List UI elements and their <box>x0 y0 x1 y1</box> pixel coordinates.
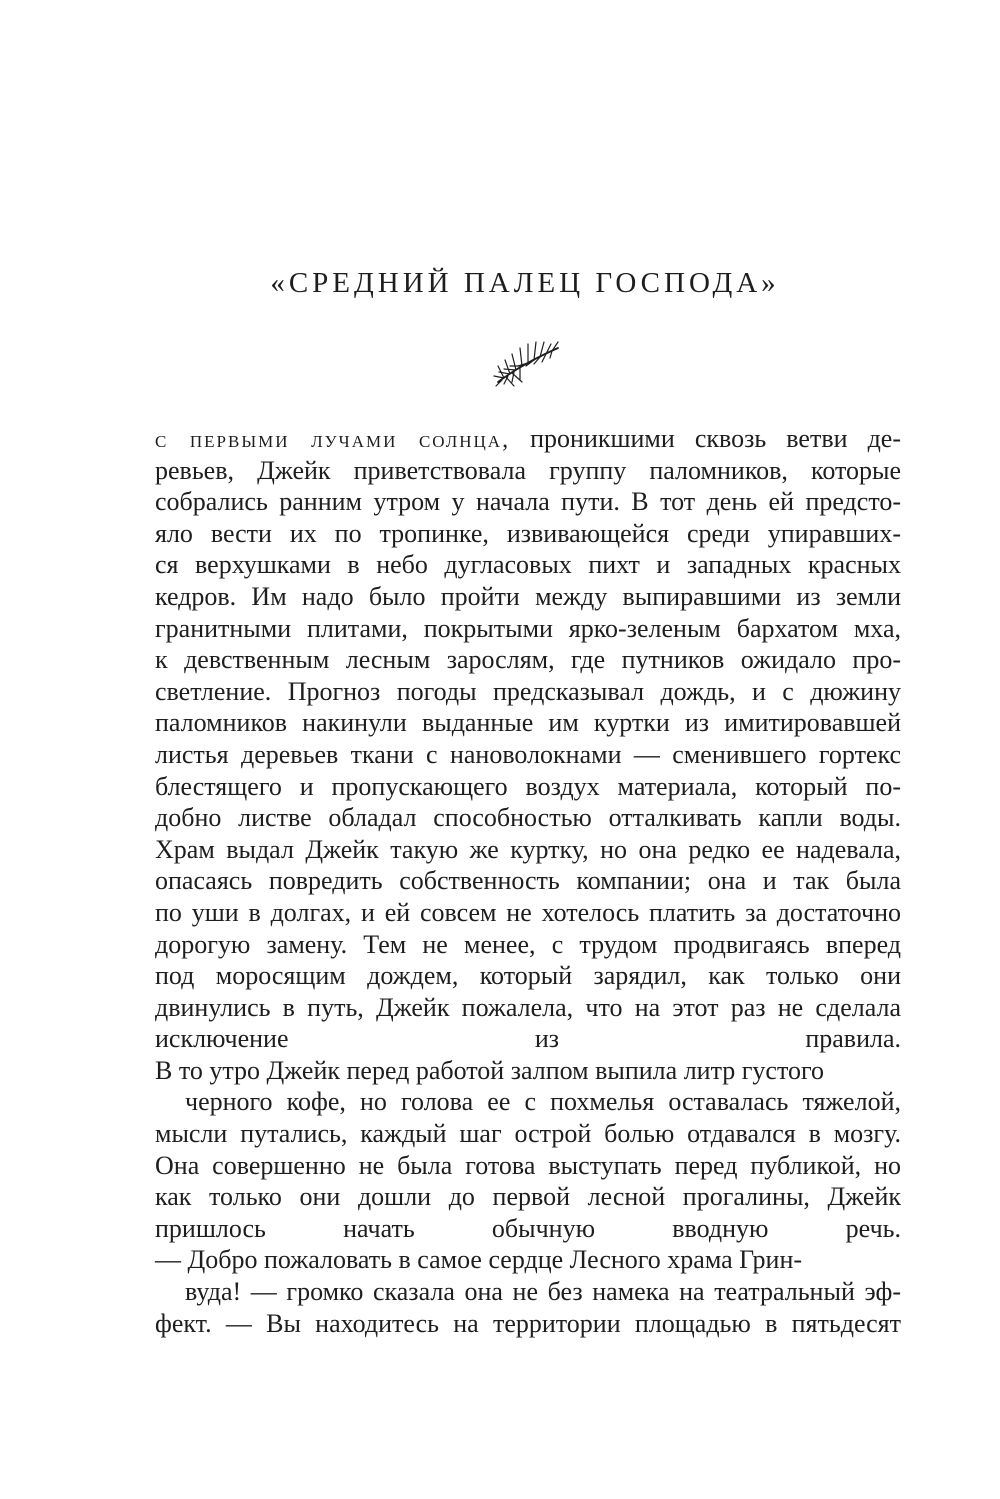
text-line-4: яло вести их по тропинке, извивающейся среди упиравших- <box>155 518 901 548</box>
pine-branch-icon <box>492 336 562 388</box>
text-line-20: исключение из правила. <box>155 1024 901 1054</box>
text-line-1 <box>155 423 901 455</box>
text-line-8: к девственным лесным зарослям, где путников ожидало про- <box>155 645 901 675</box>
lead-in: с первыми лучами солнца, <box>155 427 511 453</box>
text-line-26: пришлось начать обычную вводную речь. <box>155 1213 901 1243</box>
text-line-12: блестящего и пропускающего воздух материала, который по- <box>155 771 901 801</box>
text-line-15: опасаясь повредить собственность компании; она и так была <box>155 866 901 896</box>
text-line-5: ся верхушками в небо дугласовых пихт и западных красных <box>155 550 901 580</box>
text-line-29: фект. — Вы находитесь на территории площадью в пятьдесят <box>155 1308 901 1338</box>
text-line-7: гранитными плитами, покрытыми ярко-зеленым бархатом мха, <box>155 613 901 643</box>
text-line-24: Она совершенно не была готова выступать перед публикой, но <box>155 1150 901 1180</box>
text-line-27: — Добро пожаловать в самое сердце Лесного храма Грин- <box>155 1245 803 1275</box>
text-line-18: под моросящим дождем, который зарядил, как только они <box>155 961 901 991</box>
text-line-14: Храм выдал Джейк такую же куртку, но она редко ее надевала, <box>155 834 901 864</box>
chapter-title: «СРЕДНИЙ ПАЛЕЦ ГОСПОДА» <box>270 267 780 299</box>
text-line-25: как только они дошли до первой лесной прогалины, Джейк <box>155 1182 901 1212</box>
text-line-3: собрались ранним утром у начала пути. В тот день ей предсто- <box>155 487 901 517</box>
text-line-17: дорогую замену. Тем не менее, с трудом продвигаясь вперед <box>155 929 901 959</box>
text-line-10: паломников накинули выданные им куртки из имитировавшей <box>155 708 901 738</box>
text-line-23: мысли путались, каждый шаг острой болью отдавался в мозгу. <box>155 1119 901 1149</box>
text-line-16: по уши в долгах, и ей совсем не хотелось платить за достаточно <box>155 897 901 927</box>
text-line-6: кедров. Им надо было пройти между выпиравшими из земли <box>155 581 901 611</box>
text-line-9: светление. Прогноз погоды предсказывал дождь, и с дюжину <box>155 676 901 706</box>
chapter-body <box>155 423 901 1371</box>
text-line-28: вуда! — громко сказала она не без намека на театральный эф- <box>185 1277 901 1307</box>
text-line-30 <box>155 1339 901 1371</box>
text-line-1-rest: проникшими сквозь ветви де- <box>510 424 901 453</box>
text-line-11: листья деревьев ткани с нановолокнами — сменившего гортекс <box>155 739 901 769</box>
text-line-19: двинулись в путь, Джейк пожалела, что на этот раз не сделала <box>155 992 901 1022</box>
text-line-13: добно листве обладал способностью отталкивать капли воды. <box>155 803 901 833</box>
text-line-2: ревьев, Джейк приветствовала группу паломников, которые <box>155 455 901 485</box>
text-line-22: черного кофе, но голова ее с похмелья оставалась тяжелой, <box>185 1087 901 1117</box>
text-line-21: В то утро Джейк перед работой залпом выпила литр густого <box>155 1055 825 1085</box>
